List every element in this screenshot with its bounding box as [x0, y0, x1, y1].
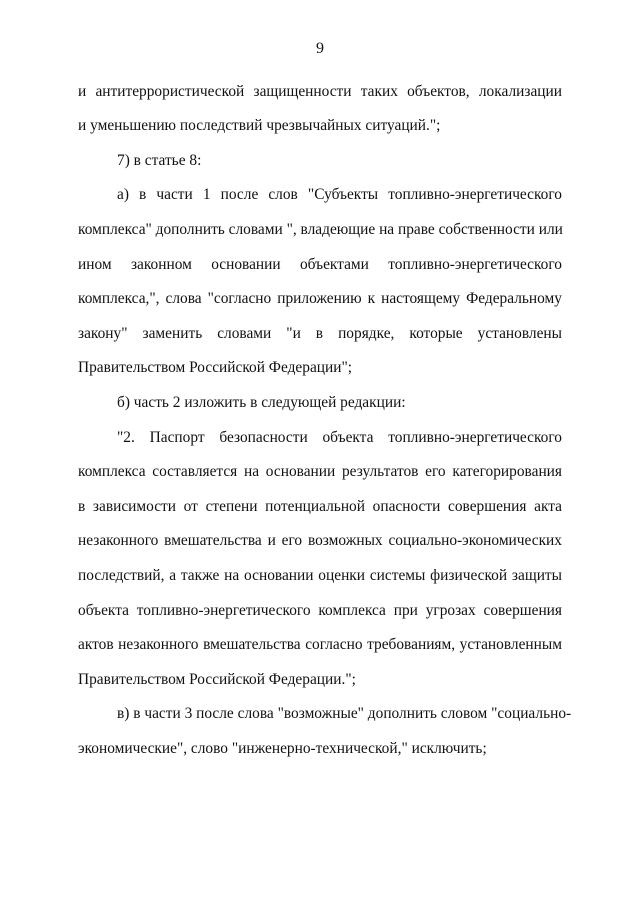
text-line: незаконного вмешательства и его возможных социально-экономических: [78, 532, 562, 549]
text-line: Правительством Российской Федерации";: [78, 359, 353, 376]
text-line: актов незаконного вмешательства согласно требованиям, установленным: [78, 636, 562, 653]
text-line: последствий, а также на основании оценки системы физической защиты: [78, 567, 562, 584]
text-line: объекта топливно-энергетического комплекса при угрозах совершения: [78, 602, 562, 619]
text-line: комплекса составляется на основании результатов его категорирования: [78, 463, 562, 480]
text-line: комплекса,", слова "согласно приложению к настоящему Федеральному: [78, 290, 562, 307]
page-number: 9: [316, 40, 324, 57]
text-line: в зависимости от степени потенциальной опасности совершения акта: [78, 498, 562, 515]
text-line: в) в части 3 после слова "возможные" дополнить словом "социально-: [117, 705, 572, 722]
text-line: и уменьшению последствий чрезвычайных ситуаций.";: [78, 117, 441, 134]
text-line: а) в части 1 после слов "Субъекты топливно-энергетического: [117, 186, 562, 203]
text-line: и антитеррористической защищенности таких объектов, локализации: [78, 83, 562, 100]
text-line: комплекса" дополнить словами ", владеющие на праве собственности или: [78, 221, 563, 238]
text-line: закону" заменить словами "и в порядке, которые установлены: [78, 325, 562, 342]
text-line: "2. Паспорт безопасности объекта топливно-энергетического: [117, 429, 562, 446]
text-line: 7) в статье 8:: [117, 152, 202, 169]
text-line: ином законном основании объектами топливно-энергетического: [78, 256, 562, 273]
text-line: б) часть 2 изложить в следующей редакции:: [117, 394, 406, 411]
text-line: экономические", слово "инженерно-технической," исключить;: [78, 740, 487, 757]
text-line: Правительством Российской Федерации.";: [78, 671, 356, 688]
